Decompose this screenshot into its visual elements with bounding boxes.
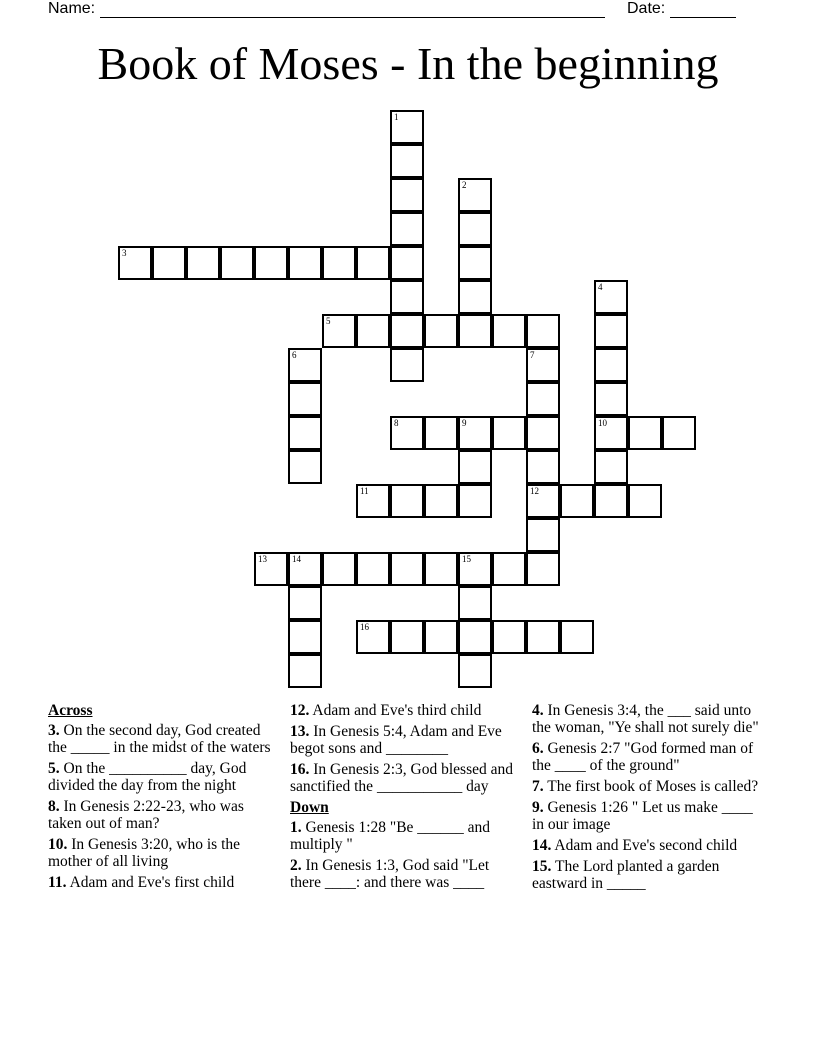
crossword-cell[interactable]: [356, 246, 390, 280]
cell-number: 7: [530, 350, 535, 360]
across-clue: 5. On the __________ day, God divided the day from the night: [48, 760, 247, 794]
across-clues-column: [48, 702, 274, 895]
crossword-cell[interactable]: [390, 110, 424, 144]
crossword-cell[interactable]: [594, 484, 628, 518]
crossword-cell[interactable]: [594, 382, 628, 416]
crossword-cell[interactable]: [458, 246, 492, 280]
date-label: Date:: [627, 0, 666, 17]
down-clue: 7. The first book of Moses is called?: [532, 778, 759, 795]
cell-number: 1: [394, 112, 399, 122]
down-clue: 1. Genesis 1:28 "Be ______ and multiply ": [290, 819, 491, 853]
crossword-cell[interactable]: [288, 416, 322, 450]
crossword-cell[interactable]: [390, 484, 424, 518]
down-clues-column: [532, 702, 768, 896]
crossword-cell[interactable]: [458, 450, 492, 484]
crossword-cell[interactable]: [186, 246, 220, 280]
crossword-cell[interactable]: [322, 246, 356, 280]
crossword-cell[interactable]: [458, 484, 492, 518]
down-clue: 9. Genesis 1:26 " Let us make ____ in our image: [532, 799, 753, 833]
crossword-cell[interactable]: [356, 484, 390, 518]
across-clue: 11. Adam and Eve's first child: [48, 874, 235, 891]
crossword-cell[interactable]: [390, 314, 424, 348]
across-clue: 8. In Genesis 2:22-23, who was taken out of man?: [48, 798, 244, 832]
crossword-cell[interactable]: [424, 552, 458, 586]
crossword-cell[interactable]: [628, 484, 662, 518]
crossword-cell[interactable]: [458, 314, 492, 348]
crossword-cell[interactable]: [390, 246, 424, 280]
crossword-cell[interactable]: [594, 314, 628, 348]
cell-number: 10: [598, 418, 607, 428]
down-clue: 6. Genesis 2:7 "God formed man of the ____ of the ground": [532, 740, 754, 774]
cell-number: 5: [326, 316, 331, 326]
crossword-cell[interactable]: [424, 484, 458, 518]
crossword-cell[interactable]: [254, 552, 288, 586]
crossword-cell[interactable]: [288, 450, 322, 484]
across-clue: 12. Adam and Eve's third child: [290, 702, 482, 719]
cell-number: 2: [462, 180, 467, 190]
crossword-cell[interactable]: [458, 280, 492, 314]
crossword-cell[interactable]: [254, 246, 288, 280]
crossword-cell[interactable]: [458, 416, 492, 450]
page-title: Book of Moses - In the beginning: [97, 38, 719, 89]
crossword-cell[interactable]: [594, 348, 628, 382]
crossword-cell[interactable]: [390, 178, 424, 212]
crossword-cell[interactable]: [356, 552, 390, 586]
crossword-cell[interactable]: [288, 620, 322, 654]
crossword-cell[interactable]: [492, 620, 526, 654]
crossword-cell[interactable]: [662, 416, 696, 450]
down-clue: 15. The Lord planted a garden eastward in _____: [532, 858, 720, 892]
crossword-cell[interactable]: [526, 620, 560, 654]
crossword-cell[interactable]: [424, 416, 458, 450]
crossword-cell[interactable]: [288, 246, 322, 280]
crossword-cell[interactable]: [424, 620, 458, 654]
crossword-cell[interactable]: [322, 314, 356, 348]
crossword-cell[interactable]: [526, 382, 560, 416]
crossword-cell[interactable]: [458, 552, 492, 586]
cell-number: 9: [462, 418, 467, 428]
cell-number: 4: [598, 282, 603, 292]
crossword-cell[interactable]: [594, 416, 628, 450]
crossword-cell[interactable]: [458, 586, 492, 620]
crossword-cell[interactable]: [118, 246, 152, 280]
crossword-cell[interactable]: [288, 382, 322, 416]
across-clue: 3. On the second day, God created the _____ in the midst of the waters: [48, 722, 271, 756]
crossword-cell[interactable]: [594, 280, 628, 314]
crossword-cell[interactable]: [390, 416, 424, 450]
cell-number: 12: [530, 486, 539, 496]
crossword-cell[interactable]: [390, 280, 424, 314]
crossword-cell[interactable]: [322, 552, 356, 586]
across-clue: 13. In Genesis 5:4, Adam and Eve begot sons and ________: [290, 723, 502, 757]
crossword-cell[interactable]: [526, 450, 560, 484]
crossword-cell[interactable]: [492, 314, 526, 348]
cell-number: 16: [360, 622, 369, 632]
crossword-cell[interactable]: [458, 654, 492, 688]
crossword-cell[interactable]: [390, 212, 424, 246]
across-clue: 16. In Genesis 2:3, God blessed and sanctified the ___________ day: [290, 761, 513, 795]
across-heading: Across: [48, 702, 93, 719]
cell-number: 6: [292, 350, 297, 360]
crossword-cell[interactable]: [560, 620, 594, 654]
cell-number: 8: [394, 418, 399, 428]
crossword-cell[interactable]: [390, 620, 424, 654]
crossword-cell[interactable]: [628, 416, 662, 450]
crossword-cell[interactable]: [492, 416, 526, 450]
crossword-cell[interactable]: [356, 314, 390, 348]
down-clue: 2. In Genesis 1:3, God said "Let there ____: and there was ____: [290, 857, 490, 891]
crossword-cell[interactable]: [526, 484, 560, 518]
crossword-cell[interactable]: [526, 518, 560, 552]
mid-clues-column: [290, 702, 518, 895]
down-clue: 4. In Genesis 3:4, the ___ said unto the woman, "Ye shall not surely die": [532, 702, 759, 736]
across-clue: 10. In Genesis 3:20, who is the mother of all living: [48, 836, 241, 870]
crossword-cell[interactable]: [526, 416, 560, 450]
cell-number: 3: [122, 248, 127, 258]
cell-number: 14: [292, 554, 301, 564]
crossword-cell[interactable]: [356, 620, 390, 654]
crossword-cell[interactable]: [288, 552, 322, 586]
crossword-cell[interactable]: [288, 348, 322, 382]
cell-number: 15: [462, 554, 471, 564]
crossword-cell[interactable]: [152, 246, 186, 280]
crossword-cell[interactable]: [594, 450, 628, 484]
crossword-cell[interactable]: [288, 654, 322, 688]
down-clue: 14. Adam and Eve's second child: [532, 837, 738, 854]
crossword-cell[interactable]: [424, 314, 458, 348]
crossword-cell[interactable]: [492, 552, 526, 586]
cell-number: 13: [258, 554, 267, 564]
crossword-cell[interactable]: [526, 314, 560, 348]
crossword-cell[interactable]: [526, 552, 560, 586]
crossword-cell[interactable]: [390, 552, 424, 586]
cell-number: 11: [360, 486, 369, 496]
crossword-cell[interactable]: [526, 348, 560, 382]
crossword-cell[interactable]: [458, 178, 492, 212]
crossword-cell[interactable]: [288, 586, 322, 620]
crossword-cell[interactable]: [458, 620, 492, 654]
crossword-cell[interactable]: [390, 144, 424, 178]
crossword-cell[interactable]: [390, 348, 424, 382]
crossword-cell[interactable]: [220, 246, 254, 280]
down-heading: Down: [290, 799, 329, 816]
crossword-cell[interactable]: [458, 212, 492, 246]
name-label: Name:: [48, 0, 96, 17]
crossword-cell[interactable]: [560, 484, 594, 518]
